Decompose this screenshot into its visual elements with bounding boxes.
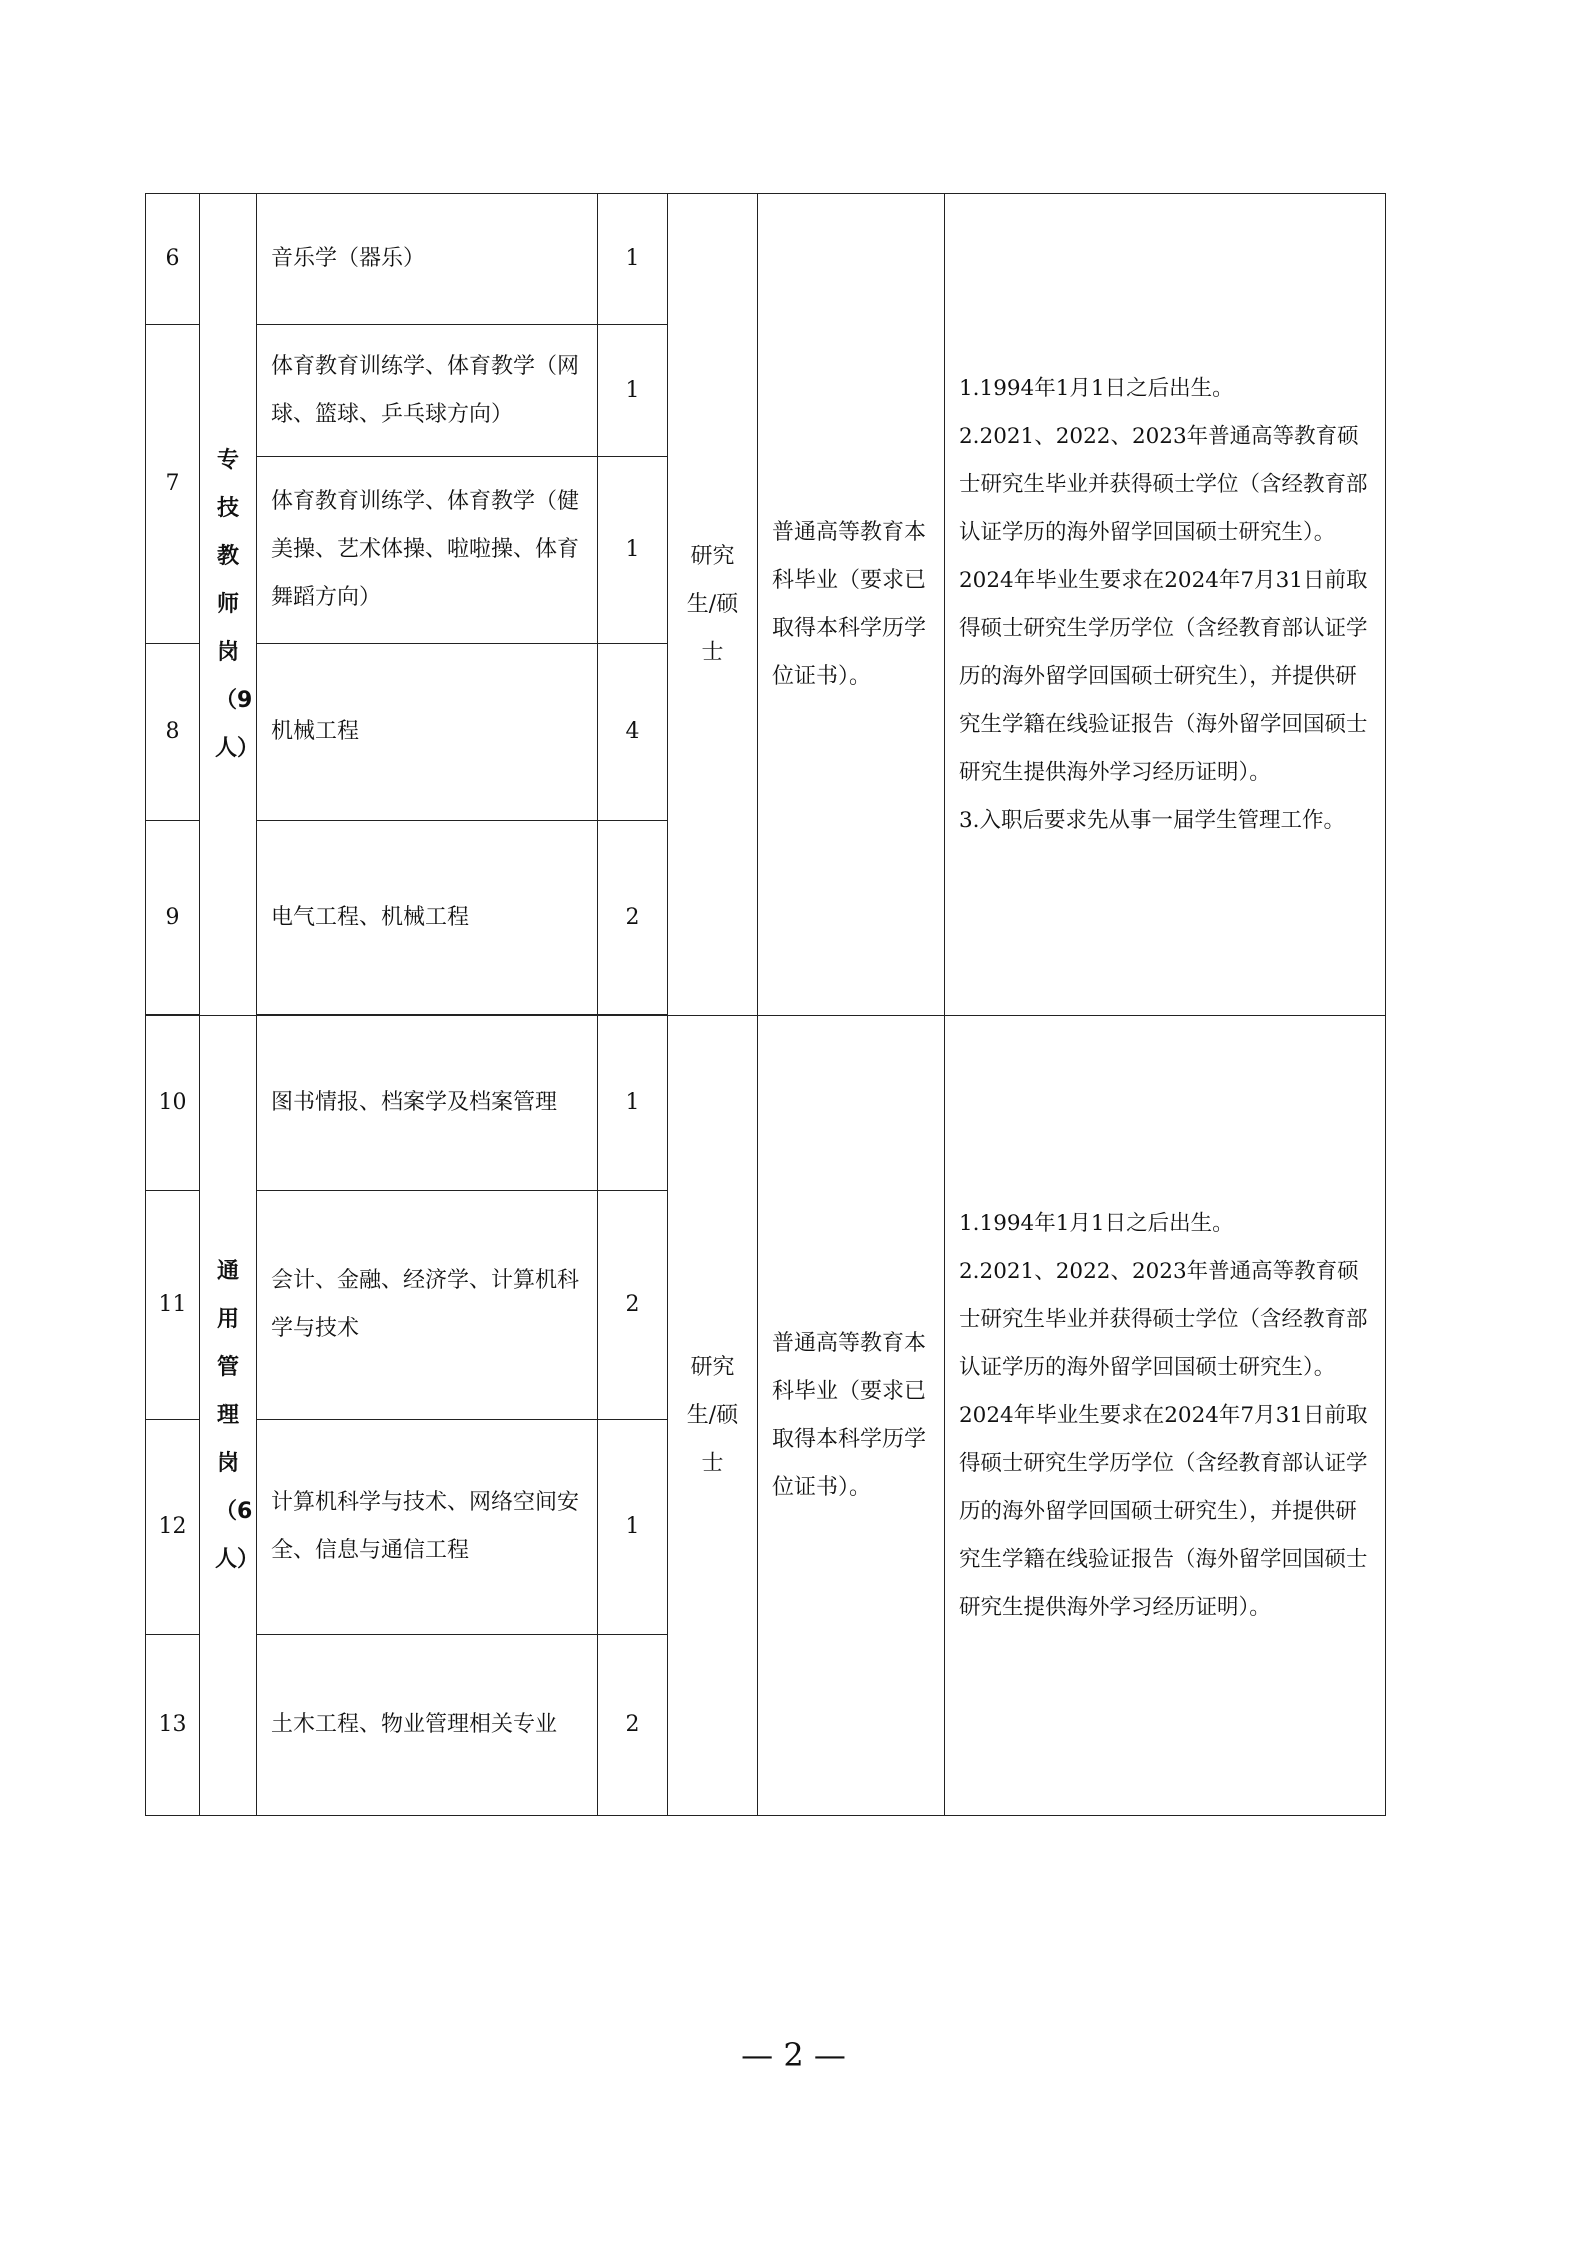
row-number: 7 xyxy=(146,325,200,644)
row-number: 13 xyxy=(146,1635,200,1816)
count-cell: 2 xyxy=(598,1635,668,1816)
requirements-cell xyxy=(945,194,1386,1016)
requirement-item: 3.入职后要求先从事一届学生管理工作。 xyxy=(959,807,1346,833)
requirements-cell xyxy=(945,1016,1386,1816)
row-number: 12 xyxy=(146,1420,200,1635)
page-number: — 2 — xyxy=(741,2036,846,2074)
major-cell: 计算机科学与技术、网络空间安全、信息与通信工程 xyxy=(257,1420,598,1635)
category-label: 专技教师岗（9人） xyxy=(215,447,260,761)
count-cell: 1 xyxy=(598,457,668,644)
education-cell: 普通高等教育本科毕业（要求已取得本科学历学位证书）。 xyxy=(758,194,945,1016)
major-cell: 音乐学（器乐） xyxy=(257,194,598,325)
requirement-item: 2.2021、2022、2023年普通高等教育硕士研究生毕业并获得硕士学位（含经教育部认证学历的海外留学回国硕士研究生）。2024年毕业生要求在2024年7月31日前取得硕士研究生学历学位（含经教育部认证学历的海外留学回国硕士研究生），并提供研究生学籍在线验证报告（海外留学回国硕士研究生提供海外学习经历证明）。 xyxy=(959,1258,1368,1620)
row-number: 11 xyxy=(146,1191,200,1420)
row-number: 8 xyxy=(146,644,200,821)
requirement-item: 2.2021、2022、2023年普通高等教育硕士研究生毕业并获得硕士学位（含经教育部认证学历的海外留学回国硕士研究生）。2024年毕业生要求在2024年7月31日前取得硕士研究生学历学位（含经教育部认证学历的海外留学回国硕士研究生），并提供研究生学籍在线验证报告（海外留学回国硕士研究生提供海外学习经历证明）。 xyxy=(959,423,1368,785)
row-number: 10 xyxy=(146,1016,200,1191)
major-cell: 体育教育训练学、体育教学（健美操、艺术体操、啦啦操、体育舞蹈方向） xyxy=(257,457,598,644)
category-cell xyxy=(200,194,260,1016)
table-row xyxy=(146,1016,1386,1191)
count-cell: 2 xyxy=(598,1191,668,1420)
education-cell: 普通高等教育本科毕业（要求已取得本科学历学位证书）。 xyxy=(758,1016,945,1816)
requirement-item: 1.1994年1月1日之后出生。 xyxy=(959,1210,1234,1236)
count-cell: 2 xyxy=(598,821,668,1015)
count-cell: 1 xyxy=(598,1016,668,1191)
major-cell: 图书情报、档案学及档案管理 xyxy=(257,1016,598,1191)
degree-cell: 研究生/硕士 xyxy=(668,194,758,1016)
requirement-item: 1.1994年1月1日之后出生。 xyxy=(959,375,1234,401)
major-cell: 体育教育训练学、体育教学（网球、篮球、乒乓球方向） xyxy=(257,325,598,457)
row-number: 9 xyxy=(146,821,200,1015)
count-cell: 1 xyxy=(598,1420,668,1635)
degree-cell: 研究生/硕士 xyxy=(668,1016,758,1816)
count-cell: 1 xyxy=(598,325,668,457)
major-cell: 电气工程、机械工程 xyxy=(257,821,598,1015)
table-row xyxy=(146,194,1386,325)
major-cell: 土木工程、物业管理相关专业 xyxy=(257,1635,598,1816)
row-number: 6 xyxy=(146,194,200,325)
recruitment-table xyxy=(145,193,1386,1816)
category-label: 通用管理岗（6人） xyxy=(215,1258,260,1572)
major-cell: 机械工程 xyxy=(257,644,598,821)
category-cell xyxy=(200,1016,260,1816)
major-cell: 会计、金融、经济学、计算机科学与技术 xyxy=(257,1191,598,1420)
count-cell: 4 xyxy=(598,644,668,821)
count-cell: 1 xyxy=(598,194,668,325)
